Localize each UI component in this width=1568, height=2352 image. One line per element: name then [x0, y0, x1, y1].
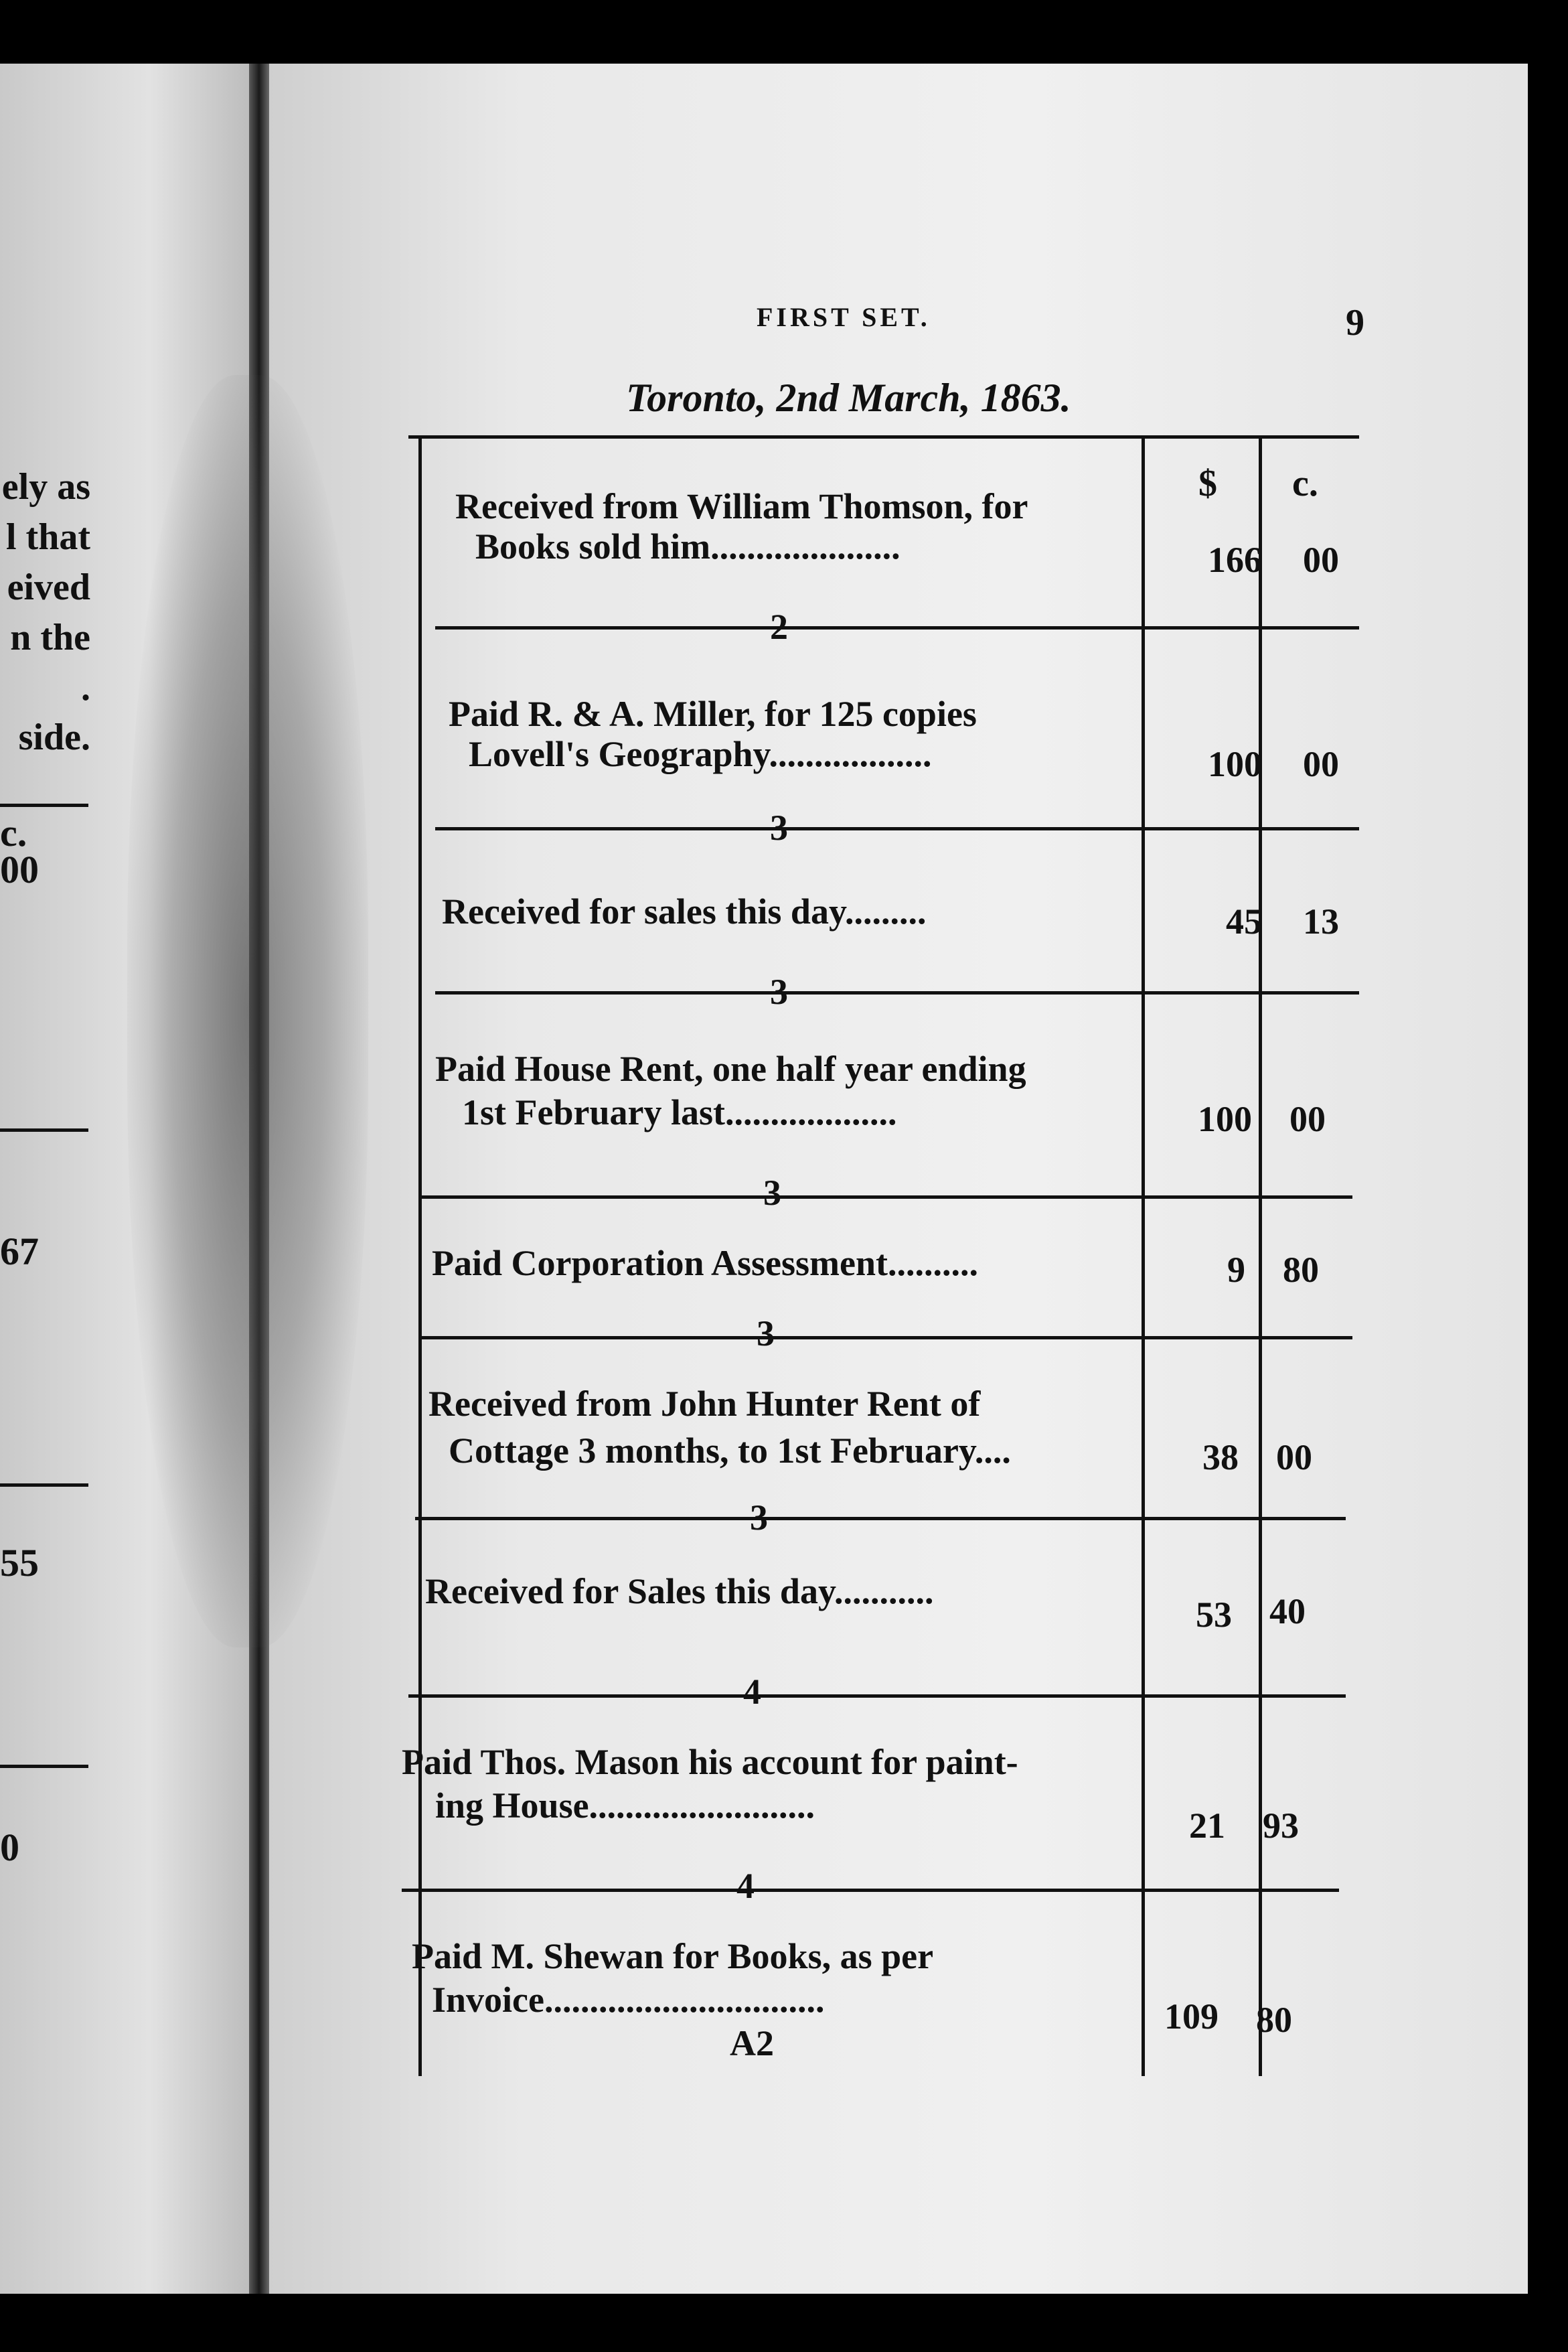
entry-rule — [415, 1517, 1346, 1520]
entry-text: Paid Corporation Assessment.......... — [432, 1243, 979, 1283]
table-top-rule — [408, 435, 1359, 439]
entry-rule — [435, 827, 1359, 830]
entry-dollars: 21 — [1189, 1806, 1225, 1846]
entry-text: Paid House Rent, one half year ending — [435, 1049, 1026, 1089]
dateline: Toronto, 2nd March, 1863. — [626, 376, 1071, 420]
page-stain — [127, 375, 368, 1647]
entry-cents: 13 — [1303, 901, 1339, 942]
left-page-fragment: l that — [6, 516, 90, 558]
entry-text: Paid R. & A. Miller, for 125 copies — [449, 694, 977, 734]
entry-dollars: 53 — [1196, 1595, 1232, 1635]
day-separator: 4 — [736, 1866, 755, 1906]
left-page-fragment: ely as — [1, 466, 90, 508]
entry-dollars: 100 — [1208, 744, 1262, 784]
page-number: 9 — [1346, 302, 1364, 344]
cents-column-head: c. — [1292, 463, 1318, 504]
entry-dollars: 100 — [1198, 1099, 1252, 1139]
left-page-fragment: . side. — [18, 667, 90, 758]
day-separator: 2 — [770, 607, 788, 647]
entry-text: Cottage 3 months, to 1st February.... — [449, 1430, 1011, 1471]
entry-dollars: 109 — [1164, 1996, 1219, 2037]
entry-text: Books sold him..................... — [475, 526, 900, 567]
entry-text: Received for Sales this day........... — [425, 1571, 934, 1611]
entry-dollars: 38 — [1202, 1437, 1239, 1477]
entry-text: Received from John Hunter Rent of — [428, 1384, 981, 1424]
entry-text: Received for sales this day......... — [442, 891, 927, 932]
entry-text: ing House......................... — [435, 1785, 815, 1826]
entry-cents: 00 — [1303, 744, 1339, 784]
entry-rule — [435, 991, 1359, 995]
entry-cents: 00 — [1289, 1099, 1326, 1139]
entry-text: Received from William Thomson, for — [455, 486, 1028, 526]
entry-cents: 80 — [1256, 2000, 1292, 2040]
table-left-rule — [418, 439, 422, 2076]
dollars-column-head: $ — [1198, 463, 1217, 504]
left-page-value: 0 — [0, 1826, 19, 1869]
left-page-value: 67 — [0, 1230, 39, 1273]
left-page-rule — [0, 1765, 88, 1768]
signature-mark: A2 — [730, 2023, 774, 2063]
left-page-fragment: eived — [7, 567, 90, 608]
entry-cents: 00 — [1276, 1437, 1312, 1477]
left-page-value: 55 — [0, 1541, 39, 1585]
entry-cents: 93 — [1263, 1806, 1299, 1846]
entry-text: Lovell's Geography.................. — [469, 734, 932, 774]
day-separator: 4 — [743, 1672, 761, 1712]
entry-cents: 80 — [1283, 1250, 1319, 1290]
day-separator: 3 — [770, 808, 788, 848]
entry-rule — [422, 1195, 1352, 1199]
left-page-rule — [0, 1483, 88, 1487]
day-separator: 3 — [757, 1313, 775, 1353]
entry-dollars: 45 — [1226, 901, 1262, 942]
running-head: FIRST SET. — [757, 302, 931, 332]
entry-dollars: 9 — [1227, 1250, 1245, 1290]
day-separator: 3 — [750, 1497, 768, 1538]
day-separator: 3 — [770, 972, 788, 1012]
entry-rule — [435, 626, 1359, 630]
entry-text: 1st February last................... — [462, 1092, 897, 1132]
entry-cents: 00 — [1303, 540, 1339, 580]
entry-text: Paid M. Shewan for Books, as per — [412, 1936, 934, 1976]
entry-rule — [408, 1694, 1346, 1698]
entry-cents: 40 — [1269, 1591, 1306, 1631]
left-page-rule — [0, 804, 88, 807]
entry-rule — [422, 1336, 1352, 1339]
entry-dollars: 166 — [1208, 540, 1262, 580]
left-page-value: 00 — [0, 848, 39, 891]
left-page-rule — [0, 1128, 88, 1132]
day-separator: 3 — [763, 1173, 781, 1213]
left-page-fragment: n the — [10, 617, 90, 658]
entry-text: Paid Thos. Mason his account for paint- — [402, 1742, 1018, 1782]
left-page-column-head: c. — [0, 811, 27, 855]
entry-text: Invoice............................... — [432, 1980, 825, 2020]
entry-rule — [402, 1889, 1339, 1892]
